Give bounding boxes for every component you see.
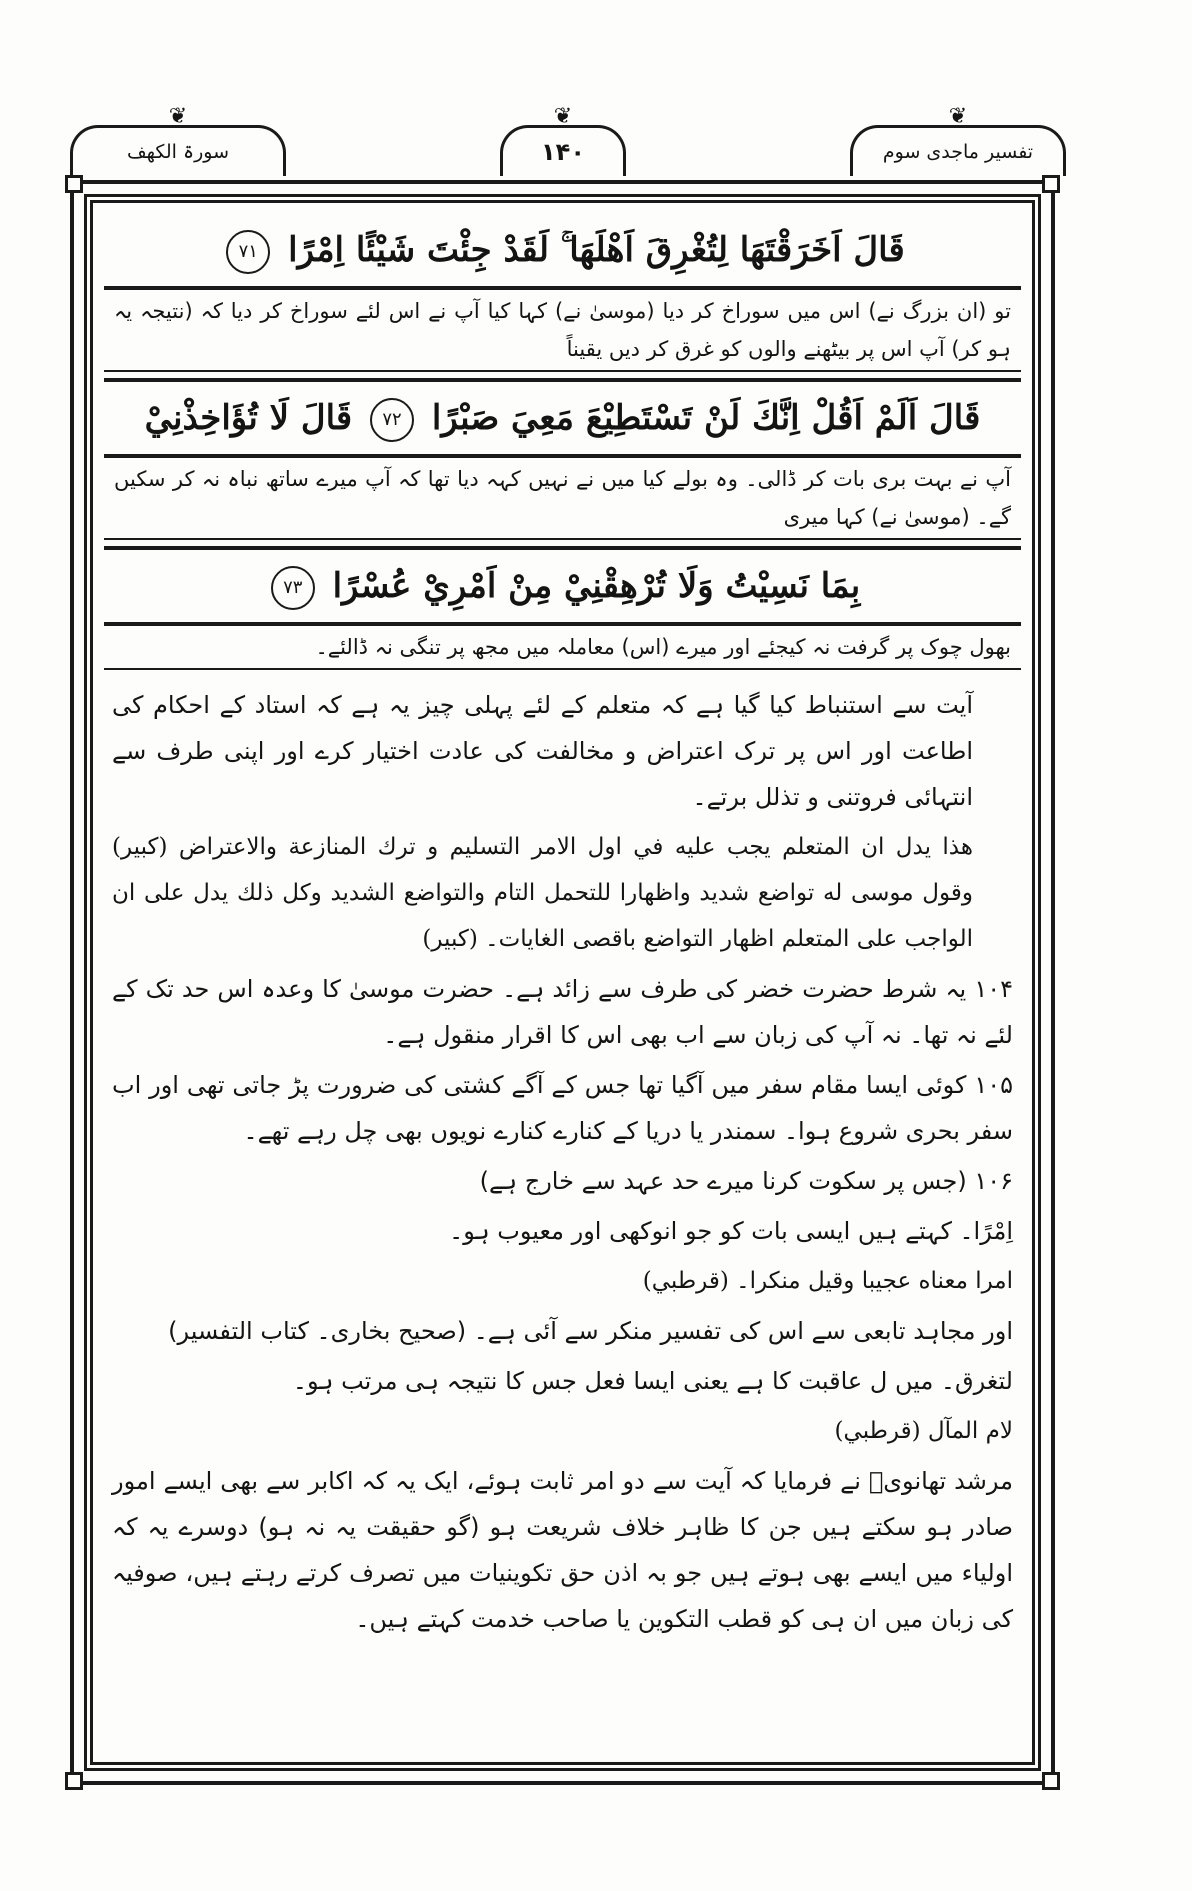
page-content <box>104 214 1021 1751</box>
corner-ornament <box>65 1772 83 1790</box>
commentary-paragraph: آیت سے استنباط کیا گیا ہے کہ متعلم کے لئے پہلی چیز یہ ہے کہ استاد کے احکام کی اطاعت اور اس پر ترک اعتراض و مخالفت کی عادت اختیار کرے اور اپنی طرف سے انتہائی فروتنی و تذلل برتے۔ <box>112 691 973 811</box>
arabic-quote: هذا يدل ان المتعلم يجب عليه في اول الامر التسليم و ترك المنازعة والاعتراض (كبير) وقول موسى له تواضع شديد واظهارا للتحمل التام والتواضع الشديد وكل ذلك يدل على ان الواجب على المتعلم اظهار التواضع باقصى الغايات۔ (كبير) <box>112 834 973 952</box>
arabic-quote: امرا معناه عجيبا وقيل منكرا۔ (قرطبي) <box>642 1268 1013 1294</box>
verse-number: ۷۱ <box>226 230 270 274</box>
commentary <box>104 682 1021 1642</box>
commentary-paragraph: لتغرق۔ میں ل عاقبت کا ہے یعنی ایسا فعل جس کا نتیجہ ہی مرتب ہو۔ <box>292 1367 1013 1395</box>
arabic-quote: لام المآل (قرطبي) <box>834 1418 1013 1444</box>
page-border <box>70 180 1055 1785</box>
verse-arabic-continued: قَالَ لَا تُؤَاخِذْنِيْ <box>144 398 353 438</box>
corner-ornament <box>65 175 83 193</box>
verse-71 <box>104 214 1021 290</box>
verse-translation: آپ نے بہت بری بات کر ڈالی۔ وہ بولے کیا میں نے نہیں کہہ دیا تھا کہ آپ میرے ساتھ نباہ نہ کر سکیں گے۔ (موسیٰ نے) کہا میری <box>104 458 1021 540</box>
verse-72 <box>104 378 1021 458</box>
book-title-tab <box>850 104 1066 176</box>
ornament-icon: ❦ <box>948 104 968 129</box>
verse-arabic: بِمَا نَسِيْتُ وَلَا تُرْهِقْنِيْ مِنْ اَمْرِيْ عُسْرًا <box>332 566 861 606</box>
verse-73 <box>104 546 1021 626</box>
note-105: ۱۰۵ کوئی ایسا مقام سفر میں آگیا تھا جس کے آگے کشتی کی ضرورت پڑ جاتی تھی اور اب سفر بحری شروع ہوا۔ سمندر یا دریا کے کنارے کنارے نویوں بھی چل رہے تھے۔ <box>112 1071 1013 1145</box>
book-title: تفسیر ماجدی سوم <box>882 141 1034 163</box>
surah-name: سورۃ الکھف <box>126 141 230 163</box>
verse-arabic: قَالَ اَخَرَقْتَهَا لِتُغْرِقَ اَهْلَهَا ۚ لَقَدْ جِئْتَ شَيْئًا اِمْرًا <box>288 230 905 270</box>
page-header <box>60 95 1060 185</box>
verse-number: ۷۲ <box>370 398 414 442</box>
commentary-paragraph: اِمْرًا۔ کہتے ہیں ایسی بات کو جو انوکھی اور معیوب ہو۔ <box>449 1217 1013 1245</box>
verse-arabic: قَالَ اَلَمْ اَقُلْ اِنَّكَ لَنْ تَسْتَطِيْعَ مَعِيَ صَبْرًا <box>431 398 981 438</box>
page-number: ۱۴۰ <box>541 138 585 166</box>
note-104: ۱۰۴ یہ شرط حضرت خضر کی طرف سے زائد ہے۔ حضرت موسیٰ کا وعدہ اس حد تک کے لئے نہ تھا۔ نہ آپ کی زبان سے اب بھی اس کا اقرار منقول ہے۔ <box>112 975 1013 1049</box>
surah-name-tab <box>70 104 286 176</box>
verse-translation: بھول چوک پر گرفت نہ کیجئے اور میرے (اس) معاملہ میں مجھ پر تنگی نہ ڈالئے۔ <box>104 626 1021 670</box>
ornament-icon: ❦ <box>553 104 573 129</box>
verse-number: ۷۳ <box>271 566 315 610</box>
commentary-paragraph: اور مجاہد تابعی سے اس کی تفسیر منکر سے آئی ہے۔ (صحیح بخاری۔ کتاب التفسیر) <box>168 1317 1013 1345</box>
commentary-paragraph: مرشد تھانویؒ نے فرمایا کہ آیت سے دو امر ثابت ہوئے، ایک یہ کہ اکابر سے بھی ایسے امور صادر ہو سکتے ہیں جن کا ظاہر خلاف شریعت ہو (گو حقیقت یہ نہ ہو) دوسرے یہ کہ اولیاء میں ایسے بھی ہوتے ہیں جو بہ اذن حق تکوینیات میں تصرف کرتے رہتے ہیں، صوفیہ کی زبان میں ان ہی کو قطب التکوین یا صاحب خدمت کہتے ہیں۔ <box>112 1467 1013 1633</box>
corner-ornament <box>1042 175 1060 193</box>
corner-ornament <box>1042 1772 1060 1790</box>
verse-translation: تو (ان بزرگ نے) اس میں سوراخ کر دیا (موسیٰ نے) کہا کیا آپ نے اس لئے سوراخ کر دیا کہ (نتیجہ یہ ہو کر) آپ اس پر بیٹھنے والوں کو غرق کر دیں یقیناً <box>104 290 1021 372</box>
ornament-icon: ❦ <box>168 104 188 129</box>
note-106: ۱۰۶ (جس پر سکوت کرنا میرے حد عہد سے خارج ہے) <box>479 1167 1013 1195</box>
page-number-tab <box>500 104 626 176</box>
